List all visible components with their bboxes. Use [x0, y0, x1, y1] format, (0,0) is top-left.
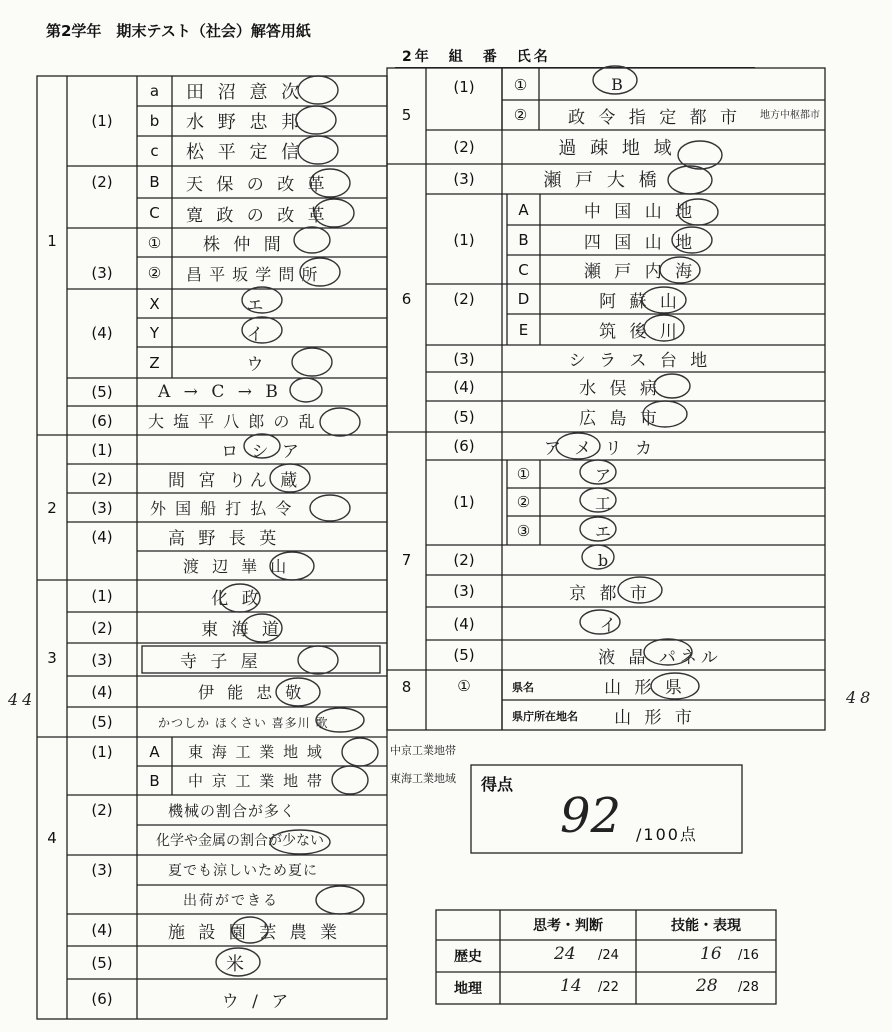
answer-1-1-a: 田 沼 意 次 [186, 82, 304, 103]
answer-6-3: シ ラ ス 台 地 [568, 351, 712, 371]
answer-4-5: 米 [226, 953, 248, 975]
geography-thinking-max: /22 [598, 980, 619, 995]
question-5-label: 5 [401, 106, 412, 124]
answer-3-3: 寺 子 屋 [180, 652, 262, 672]
question-1-label: 1 [47, 232, 57, 250]
score-label: 得点 [481, 775, 514, 794]
answer-4-4: 施 設 園 芸 農 業 [168, 922, 342, 943]
answer-4-1-B: 中 京 工 業 地 帯 [188, 772, 324, 790]
q1-sub-3: (3) [91, 264, 113, 282]
answer-1-4-X: エ [246, 296, 268, 316]
answer-4-2b: 化学や金属の割合が少ない [156, 833, 324, 849]
q7-sub-4: (4) [453, 614, 475, 633]
question-6-label: 6 [401, 290, 412, 308]
question-3-label: 3 [47, 649, 57, 667]
q7-key-2: ② [516, 493, 531, 511]
q7-key-1: ① [516, 465, 531, 483]
answer-5-2: 過 疎 地 域 [558, 138, 676, 159]
q4-sub-2: (2) [91, 801, 113, 819]
q3-sub-3: (3) [91, 650, 113, 669]
geography-skills-max: /28 [738, 980, 759, 995]
q6-key-E: E [518, 320, 529, 339]
score-value: 92 [560, 788, 622, 844]
q1-key-c: c [150, 142, 159, 160]
answer-1-1-b: 水 野 忠 邦 [186, 112, 304, 133]
q6-sub-5: (5) [453, 407, 475, 426]
q7-sub-2: (2) [453, 551, 475, 569]
q4-sub-6: (6) [91, 990, 113, 1008]
q1-sub-2: (2) [91, 173, 113, 191]
q1-sub-5: (5) [91, 383, 113, 401]
student-info-line: 2年 組 番 氏名 [402, 49, 551, 65]
answer-7-4: イ [599, 616, 621, 636]
answer-4-3b: 出荷ができる [183, 892, 279, 909]
q1-sub-6: (6) [91, 411, 113, 430]
margin-note-4b: 東海工業地域 [390, 772, 456, 785]
q2-sub-2: (2) [91, 469, 113, 488]
q1-key-X: X [149, 294, 160, 313]
geography-skills-score: 28 [696, 976, 718, 996]
answer-6-1-B: 四 国 山 地 [583, 232, 697, 253]
q1-key-1: ① [147, 233, 162, 252]
answer-1-3-2: 昌 平 坂 学 問 所 [186, 264, 319, 284]
answer-3-2: 東 海 道 [201, 620, 283, 640]
answer-1-5: A → C → B [158, 382, 282, 402]
q3-sub-5: (5) [91, 713, 113, 731]
question-8-label: 8 [401, 678, 412, 696]
answer-4-1-A: 東 海 工 業 地 域 [188, 743, 324, 761]
answer-3-5: かつしか ほくさい 喜多川 歌 [158, 715, 329, 730]
subscore-row-geography: 地理 [454, 981, 482, 997]
q5-sub-1: (1) [453, 78, 475, 96]
q4-sub-5: (5) [91, 953, 113, 972]
answer-6-2-D: 阿 蘇 山 [599, 291, 681, 312]
left-margin-score: 44 [8, 690, 37, 709]
answer-3-1: 化 政 [211, 588, 263, 609]
right-margin-score: 48 [846, 688, 875, 707]
answer-5-3: 瀬 戸 大 橋 [543, 170, 661, 191]
q1-key-a: a [149, 82, 160, 100]
q2-sub-3: (3) [91, 498, 113, 517]
history-thinking-max: /24 [598, 948, 619, 963]
answer-7-3: 京 都 市 [569, 583, 651, 604]
q4-sub-1: (1) [91, 742, 113, 761]
q3-sub-4: (4) [91, 682, 113, 701]
answer-6-6: ア メ リ カ [543, 438, 657, 459]
q6-sub-4: (4) [453, 377, 475, 396]
question-7-label: 7 [401, 551, 412, 569]
answer-1-3-1: 株 仲 間 [203, 235, 285, 255]
answer-4-2a: 機械の割合が多く [168, 801, 297, 820]
answer-1-4-Z: ウ [246, 355, 268, 375]
answer-7-1-3: エ [594, 522, 615, 541]
q1-key-C: C [149, 204, 160, 222]
answer-7-1-1: ア [594, 465, 615, 485]
answer-1-2-B: 天 保 の 改 革 [186, 174, 329, 195]
answer-1-1-c: 松 平 定 信 [186, 142, 304, 163]
answer-3-4: 伊 能 忠 敬 [198, 683, 306, 702]
answer-6-1-C: 瀬 戸 内 海 [583, 262, 697, 282]
answer-7-1-2: 工 [594, 493, 615, 513]
history-skills-score: 16 [700, 944, 722, 964]
q1-sub-4: (4) [91, 323, 113, 342]
history-thinking-score: 24 [554, 944, 576, 964]
q1-key-Z: Z [149, 353, 160, 372]
q7-sub-6: (6) [453, 437, 475, 455]
answer-8-prefecture: 山 形 県 [604, 677, 686, 698]
margin-note-5: 地方中枢都市 [760, 110, 820, 121]
q2-sub-1: (1) [91, 440, 113, 459]
q4-sub-3: (3) [91, 861, 113, 879]
answer-2-3: 外 国 船 打 払 令 [150, 499, 294, 518]
q3-sub-1: (1) [91, 587, 113, 605]
margin-note-4a: 中京工業地帯 [390, 744, 456, 757]
answer-6-4: 水 俣 病 [579, 379, 661, 399]
answer-5-1-2: 政 令 指 定 都 市 [568, 107, 742, 128]
answer-2-4b: 渡 辺 崋 山 [183, 557, 291, 576]
subscore-col-thinking: 思考・判断 [533, 918, 603, 934]
q6-sub-3: (3) [453, 349, 475, 368]
answer-6-2-E: 筑 後 川 [599, 322, 681, 342]
q4-key-B: B [149, 771, 160, 790]
answer-2-2: 間 宮 りん 蔵 [168, 471, 302, 491]
q8-prefecture-label: 県名 [512, 681, 534, 694]
page-title: 第2学年 期末テスト（社会）解答用紙 [46, 22, 311, 40]
q5-key-2: ② [513, 106, 528, 124]
answer-8-capital: 山 形 市 [614, 707, 696, 728]
q5-key-1: ① [513, 76, 528, 94]
q8-sub-1: ① [457, 677, 471, 695]
q7-sub-1: (1) [453, 493, 475, 511]
answer-1-2-C: 寛 政 の 改 革 [186, 205, 329, 226]
score-total: /100点 [636, 825, 698, 844]
q7-sub-3: (3) [453, 582, 475, 600]
subscore-row-history: 歴史 [454, 949, 482, 965]
q2-sub-4: (4) [91, 527, 113, 546]
answer-6-5: 広 島 市 [579, 409, 661, 429]
q1-key-B: B [149, 173, 160, 191]
q3-sub-2: (2) [91, 618, 113, 637]
history-skills-max: /16 [738, 948, 759, 963]
q4-sub-4: (4) [91, 921, 113, 939]
geography-thinking-score: 14 [560, 976, 582, 996]
answer-2-1: ロ シ ア [221, 442, 303, 462]
q6-key-D: D [517, 290, 530, 308]
subscore-col-skills: 技能・表現 [671, 918, 741, 934]
q5-sub-2: (2) [453, 138, 475, 156]
q6-key-C: C [518, 260, 529, 279]
question-4-label: 4 [47, 829, 57, 847]
answer-1-4-Y: イ [246, 325, 268, 345]
answer-7-5: 液 晶 パネル [598, 647, 722, 668]
answer-7-2: b [597, 550, 613, 570]
answer-5-1-1: B [611, 74, 627, 94]
q6-key-B: B [518, 231, 529, 249]
answer-4-6: ウ / ア [221, 991, 293, 1012]
q7-sub-5: (5) [453, 646, 475, 664]
q1-key-2: ② [147, 264, 162, 282]
q1-key-b: b [149, 112, 160, 130]
q6-sub-1: (1) [453, 231, 475, 249]
question-2-label: 2 [47, 499, 57, 517]
q5-sub-3: (3) [453, 170, 475, 188]
q6-sub-2: (2) [453, 290, 475, 308]
answer-6-1-A: 中 国 山 地 [583, 202, 697, 222]
answer-1-6: 大 塩 平 八 郎 の 乱 [148, 412, 317, 431]
q8-capital-label: 県庁所在地名 [512, 710, 578, 723]
q1-key-Y: Y [149, 323, 160, 342]
answer-4-3a: 夏でも涼しいため夏に [168, 863, 318, 879]
answer-2-4a: 高 野 長 英 [168, 529, 281, 549]
q6-key-A: A [518, 200, 529, 219]
q1-sub-1: (1) [91, 112, 113, 130]
q4-key-A: A [149, 742, 160, 761]
q7-key-3: ③ [516, 521, 531, 540]
